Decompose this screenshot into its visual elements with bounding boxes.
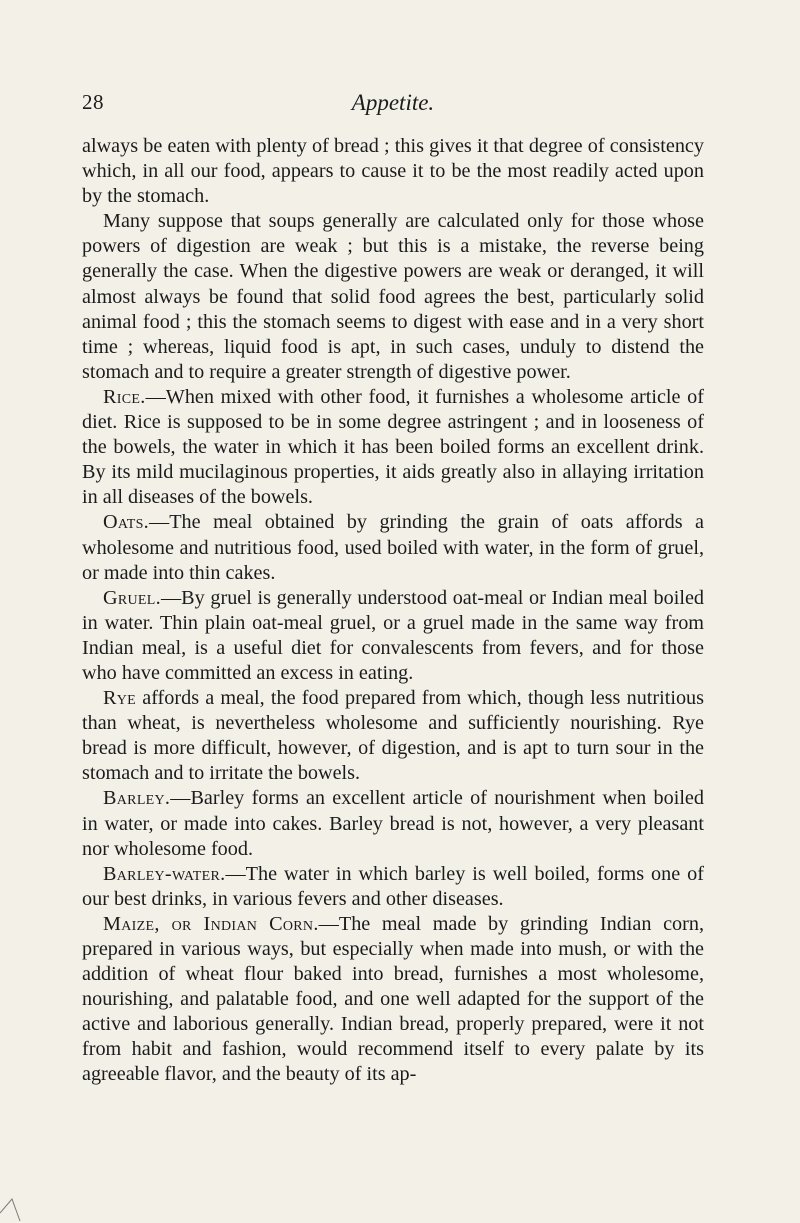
paragraph-rye (82, 686, 704, 786)
paragraph-text: —When mixed with other food, it furnishes a wholesome article of diet. Rice is supposed to be in some degree astringent ; and in looseness of the bowels, the water in which it has been boiled forms an excellent drink. By its mild mucilaginous properties, it aids greatly also in allaying irritation in all diseases of the bowels. (82, 385, 704, 509)
term-maize: Maize, or Indian Corn. (103, 912, 319, 935)
paragraph-maize (82, 912, 704, 1088)
paragraph-oats (82, 510, 704, 585)
scan-edge-mark (0, 1183, 24, 1223)
term-gruel: Gruel. (103, 586, 161, 609)
paragraph-text: affords a meal, the food prepared from which, though less nutritious than wheat, is nevertheless wholesome and sufficiently nourishing. Rye bread is more difficult, however, of digestion, and is apt to turn sour in the stomach and to irritate the bowels. (82, 687, 704, 785)
term-rice: Rice. (103, 385, 146, 408)
paragraph-text: —By gruel is generally understood oat-meal or Indian meal boiled in water. Thin plain oat-meal gruel, or a gruel made in the same way from Indian meal, is a useful diet for convalescents from fevers, and for those who have committed an excess in eating. (82, 586, 704, 684)
paragraph-text: Many suppose that soups generally are calculated only for those whose powers of digestion are weak ; but this is a mistake, the reverse being generally the case. When the digestive powers are weak or deranged, it will almost always be found that solid food agrees the best, particularly solid animal food ; this the stomach seems to digest with ease and in a very short time ; whereas, liquid food is apt, in such cases, unduly to distend the stomach and to require a greater strength of digestive power. (82, 210, 704, 383)
page-header (82, 90, 704, 124)
paragraph-text: —The water in which barley is well boiled, forms one of our best drinks, in various fevers and other diseases. (82, 862, 704, 910)
term-barley-water: Barley-water. (103, 862, 226, 885)
paragraph-gruel (82, 586, 704, 686)
body-text (82, 134, 704, 1088)
term-barley: Barley. (103, 787, 171, 810)
term-rye: Rye (103, 687, 137, 710)
paragraph-2 (82, 209, 704, 385)
paragraph-rice (82, 385, 704, 510)
running-title: Appetite. (351, 90, 435, 115)
paragraph-text: always be eaten with plenty of bread ; this gives it that degree of consistency which, in all our food, appears to cause it to be the most readily acted upon by the stomach. (82, 135, 704, 208)
paragraph-text: —The meal obtained by grinding the grain of oats affords a wholesome and nutritious food, used boiled with water, in the form of gruel, or made into thin cakes. (82, 511, 704, 584)
paragraph-text: —Barley forms an excellent article of nourishment when boiled in water, or made into cakes. Barley bread is not, however, a very pleasant nor wholesome food. (82, 787, 704, 860)
paragraph-barley (82, 786, 704, 861)
paragraph-1 (82, 134, 704, 209)
paragraph-barley-water (82, 862, 704, 912)
paragraph-text: —The meal made by grinding Indian corn, prepared in various ways, but especially when made into mush, or with the addition of wheat flour baked into bread, furnishes a most wholesome, nourishing, and palatable food, and one well adapted for the support of the active and laborious generally. Indian bread, properly prepared, were it not from habit and fashion, would recommend itself to every palate by its agreeable flavor, and the beauty of its ap- (82, 912, 704, 1086)
term-oats: Oats. (103, 511, 150, 534)
page-number: 28 (82, 90, 104, 114)
